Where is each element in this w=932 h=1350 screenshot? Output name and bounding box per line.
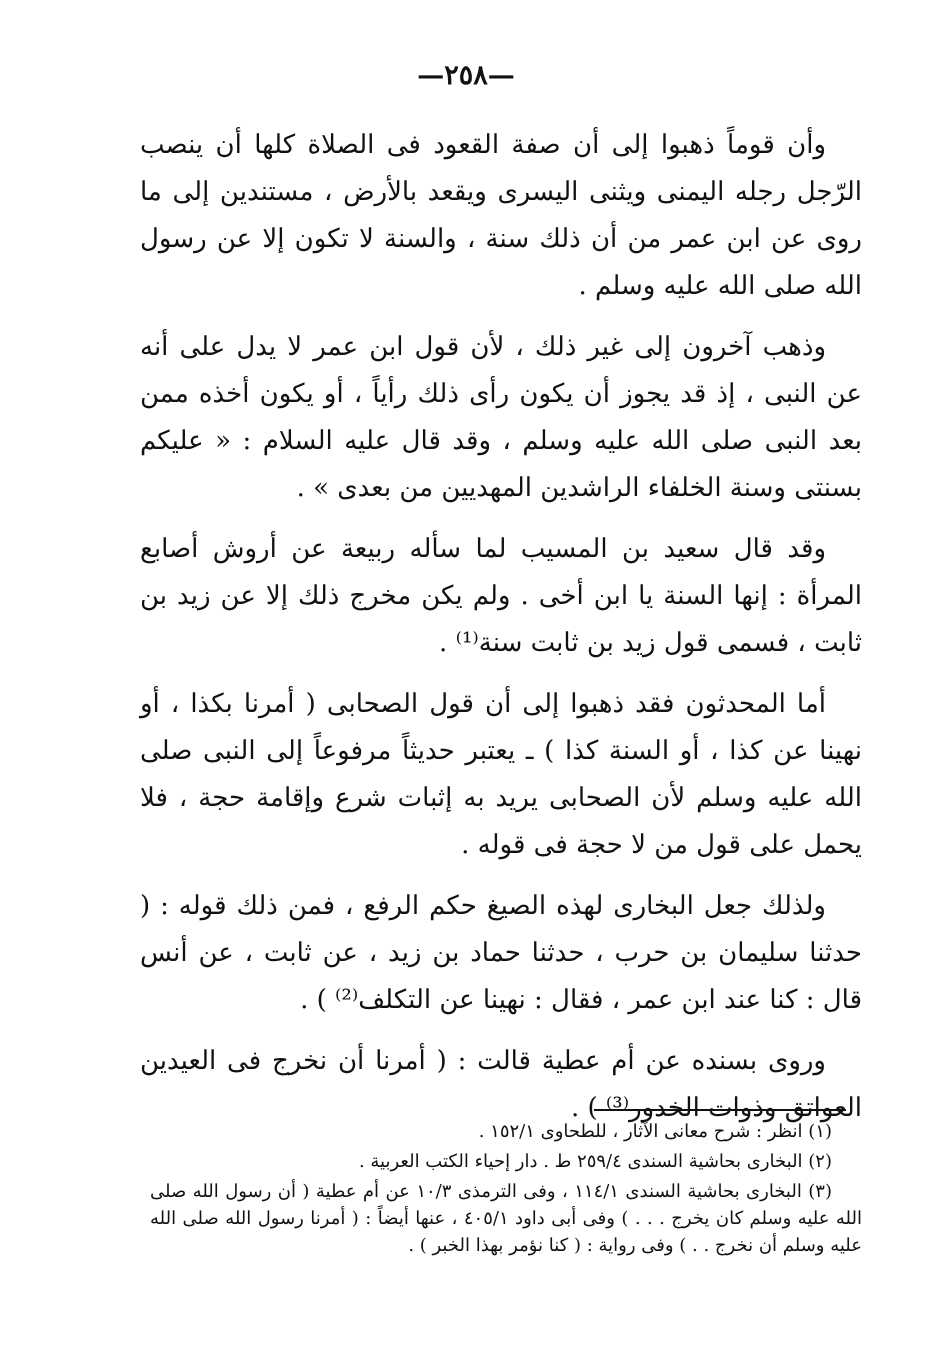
paragraph-6: وروى بسنده عن أم عطية قالت : ( أمرنا أن نخرج فى العيدين العواتق وذوات الخدور⁽³⁾ ) . bbox=[140, 1046, 862, 1123]
paragraph-3: وقد قال سعيد بن المسيب لما سأله ربيعة عن أروش أصابع المرأة : إنها السنة يا ابن أخى . ولم يكن مخرج ذلك إلا عن زيد بن ثابت ، فسمى قول زيد بن ثابت سنة⁽¹⁾ . bbox=[140, 534, 862, 658]
paragraph-1: وأن قوماً ذهبوا إلى أن صفة القعود فى الصلاة كلها أن ينصب الرّجل رجله اليمنى ويثنى اليسرى ويقعد بالأرض ، مستندين إلى ما روى عن ابن عمر من أن ذلك سنة ، والسنة لا تكون إلا عن رسول الله صلى الله عليه وسلم . bbox=[140, 130, 862, 301]
paragraph-4: أما المحدثون فقد ذهبوا إلى أن قول الصحابى ( أمرنا بكذا ، أو نهينا عن كذا ، أو السنة كذا ) ـ يعتبر حديثاً مرفوعاً إلى النبى صلى الله عليه وسلم لأن الصحابى يريد به إثبات شرع وإقامة حجة ، فلا يحمل على قول من لا حجة فى قوله . bbox=[140, 689, 862, 860]
page-number: —٢٥٨— bbox=[417, 60, 515, 91]
footnotes bbox=[150, 1118, 862, 1262]
body-text bbox=[140, 122, 862, 1146]
footnote-1: (١) انظر : شرح معانى الآثار ، للطحاوى ١٥٢/١ . bbox=[478, 1121, 832, 1142]
footnote-2: (٢) البخارى بحاشية السندى ٢٥٩/٤ ط . دار إحياء الكتب العربية . bbox=[358, 1151, 832, 1172]
paragraph-5: ولذلك جعل البخارى لهذه الصيغ حكم الرفع ، فمن ذلك قوله : ( حدثنا سليمان بن حرب ، حدثنا حماد بن زيد ، عن ثابت ، عن أنس قال : كنا عند ابن عمر ، فقال : نهينا عن التكلف⁽²⁾ ) . bbox=[140, 891, 863, 1015]
footnote-separator bbox=[594, 1109, 846, 1111]
paragraph-2: وذهب آخرون إلى غير ذلك ، لأن قول ابن عمر لا يدل على أنه عن النبى ، إذ قد يجوز أن يكون رأى ذلك رأياً ، أو يكون أخذه ممن بعد النبى صلى الله عليه وسلم ، وقد قال عليه السلام : « عليكم بسنتى وسنة الخلفاء الراشدين المهديين من بعدى » . bbox=[140, 332, 862, 503]
footnote-3: (٣) البخارى بحاشية السندى ١١٤/١ ، وفى الترمذى ١٠/٣ عن أم عطية ( أن رسول الله صلى الله عليه وسلم كان يخرج . . . ) وفى أبى داود ٤٠٥/١ ، عنها أيضاً : ( أمرنا رسول الله صلى الله عليه وسلم أن نخرج . . ) وفى رواية : ( كنا نؤمر بهذا الخبر ) . bbox=[150, 1181, 862, 1256]
